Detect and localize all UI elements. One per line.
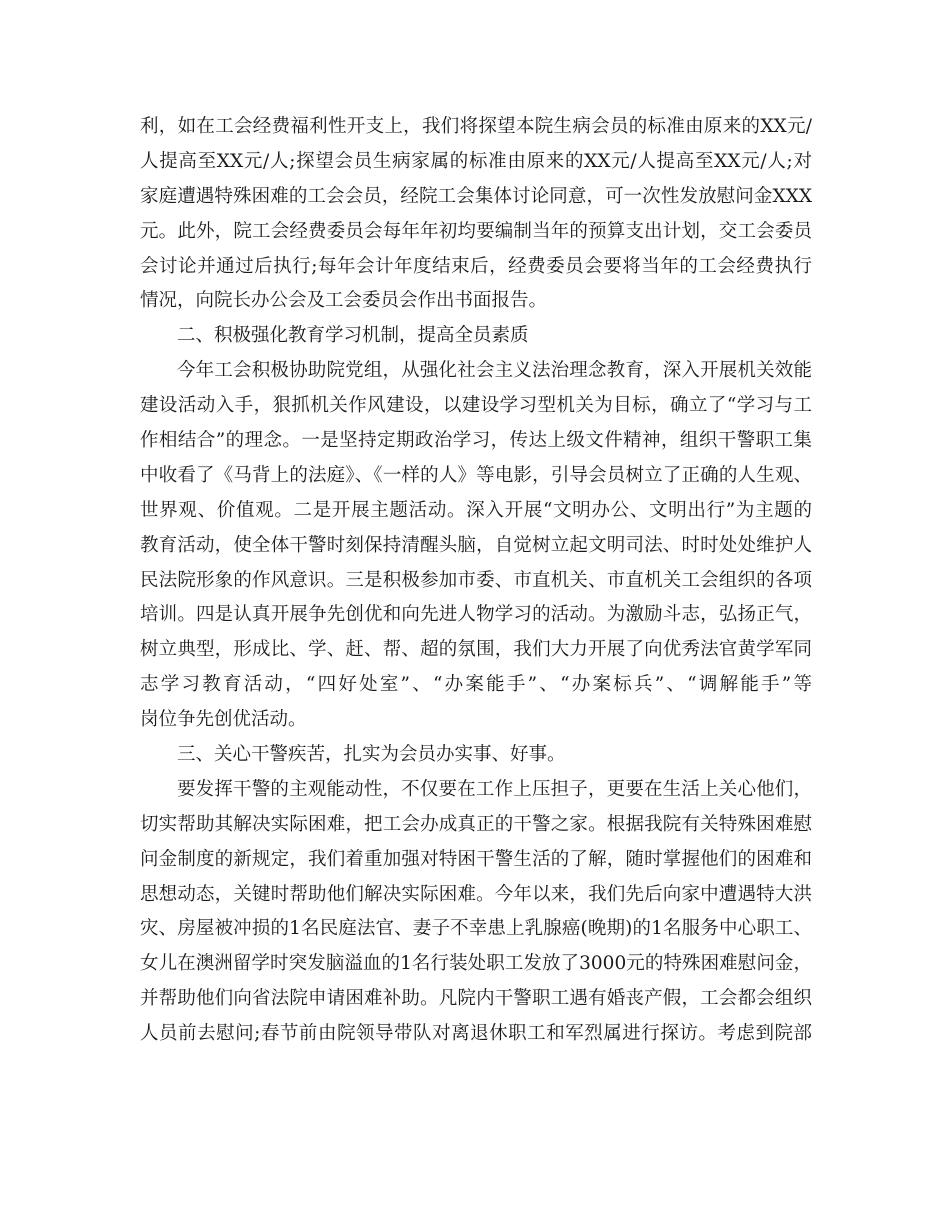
text-line: 岗位争先创优活动。 [140, 709, 307, 731]
text-line: 培训。四是认真开展争先创优和向先进人物学习的活动。为激励斗志，弘扬正气， [140, 604, 812, 626]
text-line: 情况，向院长办公会及工会委员会作出书面报告。 [140, 290, 548, 312]
text-line: 世界观、价值观。二是开展主题活动。深入开展“文明办公、文明出行”为主题的 [140, 499, 812, 521]
text-line: 民法院形象的作风意识。三是积极参加市委、市直机关、市直机关工会组织的各项 [140, 569, 812, 591]
text-line: 切实帮助其解决实际困难，把工会办成真正的干警之家。根据我院有关特殊困难慰 [140, 813, 812, 835]
text-line: 中收看了《马背上的法庭》、《一样的人》等电影，引导会员树立了正确的人生观、 [140, 464, 812, 486]
text-line: 家庭遭遇特殊困难的工会会员，经院工会集体讨论同意，可一次性发放慰问金XXX [140, 185, 812, 207]
text-line: 树立典型，形成比、学、赶、帮、超的氛围，我们大力开展了向优秀法官黄学军同 [140, 639, 812, 661]
text-line: 人员前去慰问;春节前由院领导带队对离退休职工和军烈属进行探访。考虑到院部 [140, 1023, 812, 1045]
text-line: 利，如在工会经费福利性开支上，我们将探望本院生病会员的标准由原来的XX元/ [140, 116, 812, 137]
text-line: 人提高至XX元/人;探望会员生病家属的标准由原来的XX元/人提高至XX元/人;对 [140, 150, 812, 172]
text-line: 教育活动，使全体干警时刻保持清醒头脑，自觉树立起文明司法、时时处处维护人 [140, 534, 812, 556]
text-line: 问金制度的新规定，我们着重加强对特困干警生活的了解，随时掌握他们的困难和 [140, 848, 812, 870]
text-line: 灾、房屋被冲损的1名民庭法官、妻子不幸患上乳腺癌(晚期)的1名服务中心职工、 [140, 918, 812, 940]
text-line: 思想动态，关键时帮助他们解决实际困难。今年以来，我们先后向家中遭遇特大洪 [140, 883, 812, 905]
text-line: 建设活动入手，狠抓机关作风建设，以建设学习型机关为目标，确立了“学习与工 [140, 395, 812, 417]
text-line: 二、积极强化教育学习机制，提高全员素质 [177, 325, 529, 347]
text-line: 志学习教育活动，“四好处室”、“办案能手”、“办案标兵”、“调解能手”等 [140, 674, 812, 696]
text-line: 会讨论并通过后执行;每年会计年度结束后，经费委员会要将当年的工会经费执行 [140, 255, 812, 277]
text-line: 要发挥干警的主观能动性，不仅要在工作上压担子，更要在生活上关心他们， [177, 778, 812, 800]
text-line: 元。此外，院工会经费委员会每年年初均要编制当年的预算支出计划，交工会委员 [140, 220, 812, 242]
text-line: 今年工会积极协助院党组，从强化社会主义法治理念教育，深入开展机关效能 [177, 360, 812, 382]
text-line: 并帮助他们向省法院申请困难补助。凡院内干警职工遇有婚丧产假，工会都会组织 [140, 988, 812, 1010]
document-page [140, 110, 812, 1052]
text-line: 作相结合”的理念。一是坚持定期政治学习，传达上级文件精神，组织干警职工集 [140, 430, 812, 452]
text-line: 女儿在澳洲留学时突发脑溢血的1名行装处职工发放了3000元的特殊困难慰问金， [140, 953, 812, 975]
text-line: 三、关心干警疾苦，扎实为会员办实事、好事。 [177, 744, 566, 766]
